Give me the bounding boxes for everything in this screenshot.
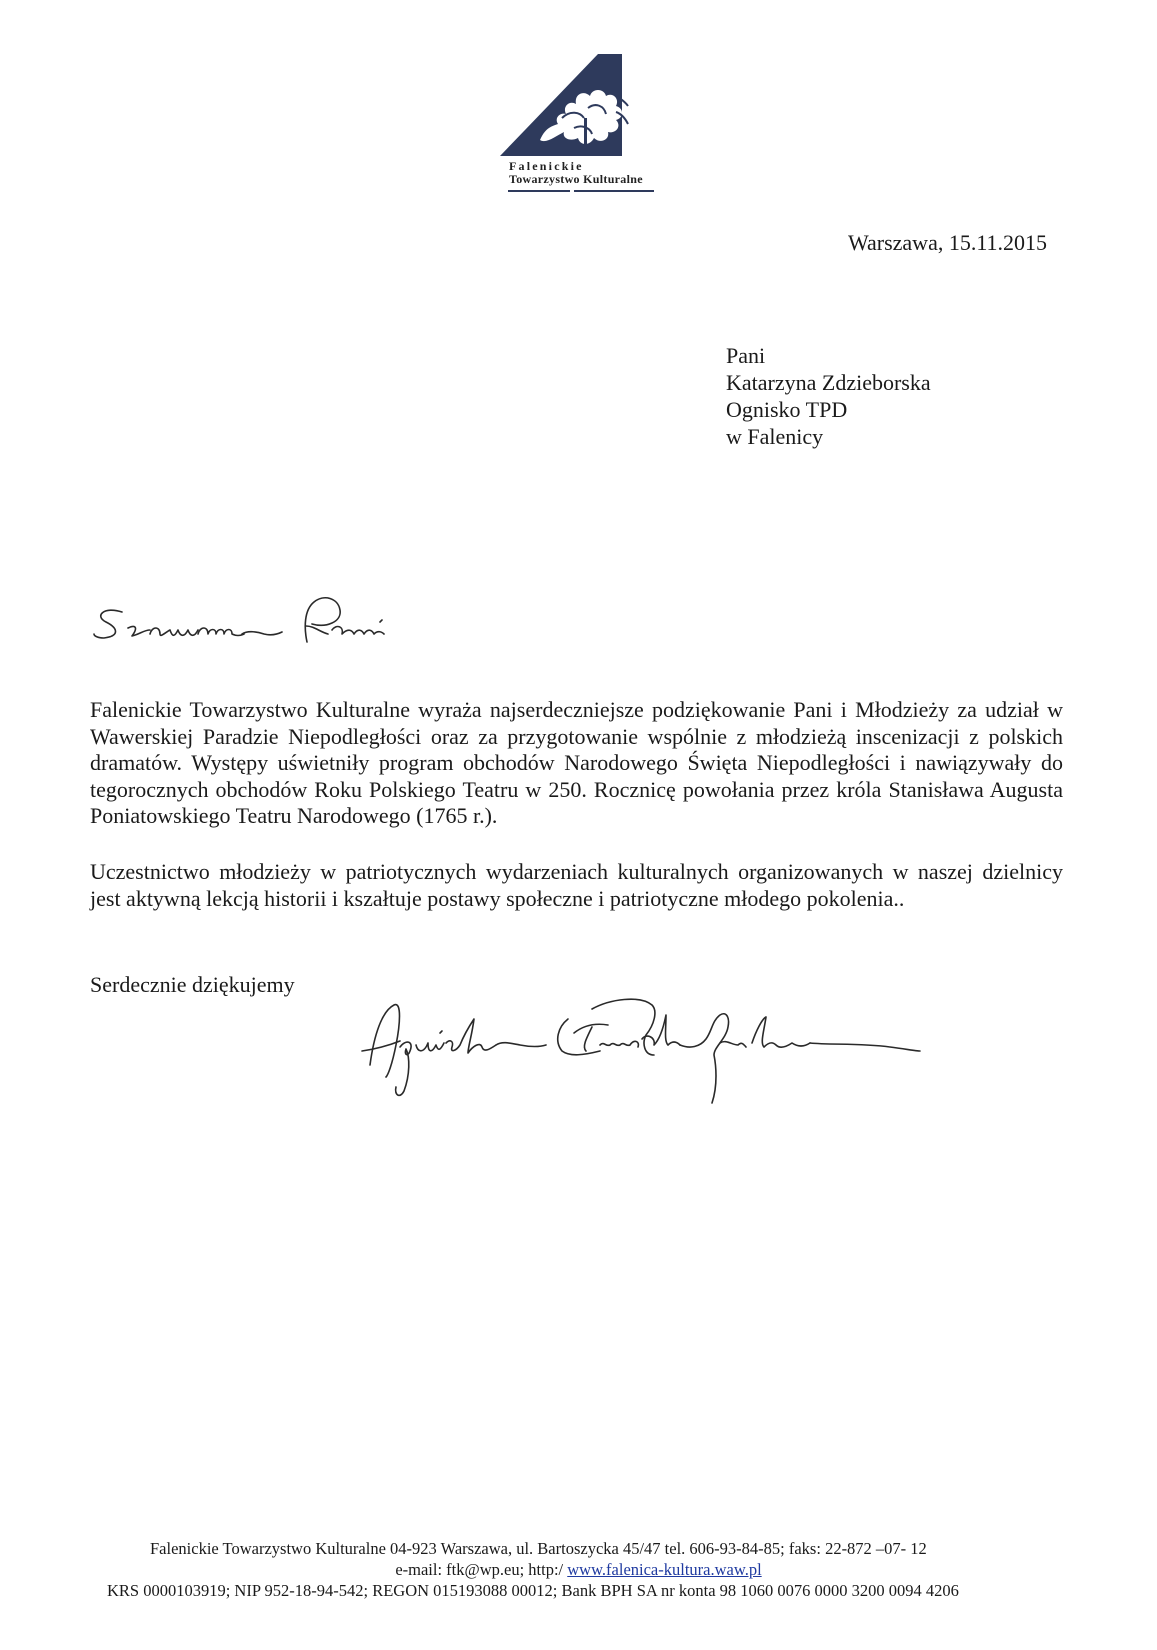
website-link[interactable]: www.falenica-kultura.waw.pl	[567, 1560, 762, 1579]
footer-address: Falenickie Towarzystwo Kulturalne 04-923 Warszawa, ul. Bartoszycka 45/47 tel. 606-93-84-85; faks: 22-872 –07- 12	[150, 1539, 927, 1558]
body-paragraph: Uczestnictwo młodzieży w patriotycznych wydarzeniach kulturalnych organizowanych w naszej dzielnicy jest aktywną lekcją historii i kszałtuje postawy społeczne i patriotyczne młodego pokolenia..	[90, 859, 1063, 911]
logo-underline	[508, 190, 654, 196]
recipient-line: Pani	[726, 343, 766, 368]
recipient-line: w Falenicy	[726, 424, 824, 449]
organization-name	[509, 160, 643, 186]
recipient-line: Katarzyna Zdzieborska	[726, 370, 931, 395]
footer-email: e-mail: ftk@wp.eu; http:/	[395, 1560, 568, 1579]
footer-contact	[0, 1559, 1157, 1580]
footer-registration: KRS 0000103919; NIP 952-18-94-542; REGON 015193088 00012; Bank BPH SA nr konta 98 1060 0076 0000 3200 0094 4206	[107, 1581, 959, 1600]
organization-name-line1: Falenickie	[509, 159, 584, 173]
letter-date: Warszawa, 15.11.2015	[848, 230, 1048, 255]
handwritten-salutation	[92, 590, 422, 680]
closing-phrase: Serdecznie dziękujemy	[90, 972, 295, 997]
recipient-address	[726, 342, 931, 450]
recipient-line: Ognisko TPD	[726, 397, 848, 422]
organization-name-line2: Towarzystwo Kulturalne	[509, 172, 643, 186]
handwritten-signature	[360, 995, 970, 1130]
body-paragraph: Falenickie Towarzystwo Kulturalne wyraża najserdeczniejsze podziękowanie Pani i Młodzieży za udział w Wawerskiej Paradzie Niepodległości oraz za przygotowanie wspólnie z młodzieżą inscenizacji z polskich dramatów. Występy uświetniły program obchodów Narodowego Święta Niepodległości i nawiązywały do tegorocznych obchodów Roku Polskiego Teatru w 250. Rocznicę powołania przez króla Stanisława Augusta Poniatowskiego Teatru Narodowego (1765 r.).	[90, 697, 1063, 828]
